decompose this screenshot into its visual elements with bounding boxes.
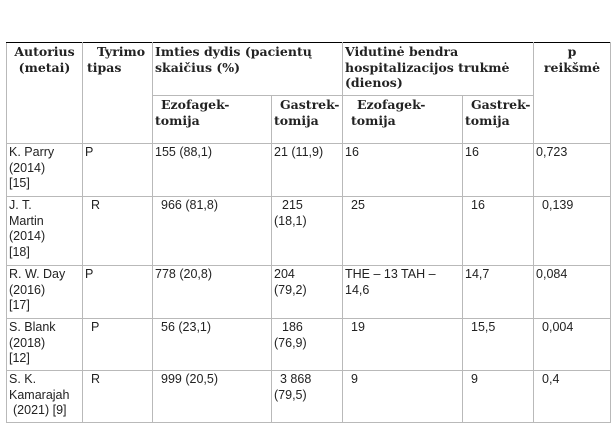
subheader-gastrectomy-n: Gastrek- tomija [272,96,343,144]
subheader-gastrectomy-stay: Gastrek- tomija [463,96,534,144]
cell-gastrectomy-stay: 16 [463,197,534,266]
subheader-esophagectomy-n: Ezofagek- tomija [153,96,272,144]
header-p-value: p reikšmė [534,43,611,144]
cell-esophagectomy-n: 56 (23,1) [153,319,272,371]
subheader-esophagectomy-stay: Ezofagek- tomija [343,96,463,144]
table-row [7,266,611,319]
cell-study-type: P [83,319,153,371]
cell-gastrectomy-stay: 14,7 [463,266,534,319]
cell-esophagectomy-n: 966 (81,8) [153,197,272,266]
cell-esophagectomy-n: 999 (20,5) [153,371,272,423]
cell-p-value: 0,139 [534,197,611,266]
table-row [7,197,611,266]
cell-esophagectomy-stay: THE – 13 TAH – 14,6 [343,266,463,319]
cell-author: R. W. Day (2016) [17] [7,266,83,319]
cell-esophagectomy-stay: 9 [343,371,463,423]
cell-author: S. K. Kamarajah (2021) [9] [7,371,83,423]
data-table [6,42,611,423]
table-row [7,144,611,197]
cell-esophagectomy-stay: 19 [343,319,463,371]
cell-p-value: 0,4 [534,371,611,423]
cell-gastrectomy-stay: 9 [463,371,534,423]
cell-p-value: 0,723 [534,144,611,197]
cell-esophagectomy-stay: 16 [343,144,463,197]
cell-study-type: R [83,197,153,266]
header-author: Autorius (metai) [7,43,83,144]
cell-gastrectomy-n: 3 868 (79,5) [272,371,343,423]
cell-gastrectomy-n: 186 (76,9) [272,319,343,371]
header-sample-size: Imties dydis (pacientų skaičius (%) [153,43,343,96]
header-study-type: Tyrimo tipas [83,43,153,144]
cell-p-value: 0,084 [534,266,611,319]
cell-study-type: P [83,266,153,319]
cell-esophagectomy-stay: 25 [343,197,463,266]
cell-study-type: P [83,144,153,197]
cell-author: K. Parry (2014) [15] [7,144,83,197]
cell-esophagectomy-n: 778 (20,8) [153,266,272,319]
cell-study-type: R [83,371,153,423]
cell-esophagectomy-n: 155 (88,1) [153,144,272,197]
cell-gastrectomy-stay: 15,5 [463,319,534,371]
cell-gastrectomy-n: 215 (18,1) [272,197,343,266]
cell-gastrectomy-stay: 16 [463,144,534,197]
cell-author: S. Blank (2018) [12] [7,319,83,371]
cell-p-value: 0,004 [534,319,611,371]
cell-gastrectomy-n: 204 (79,2) [272,266,343,319]
header-row [7,43,611,96]
table-row [7,319,611,371]
header-hospital-stay: Vidutinė bendra hospitalizacijos trukmė (dienos) [343,43,534,96]
table-row [7,371,611,423]
cell-author: J. T. Martin (2014) [18] [7,197,83,266]
cell-gastrectomy-n: 21 (11,9) [272,144,343,197]
